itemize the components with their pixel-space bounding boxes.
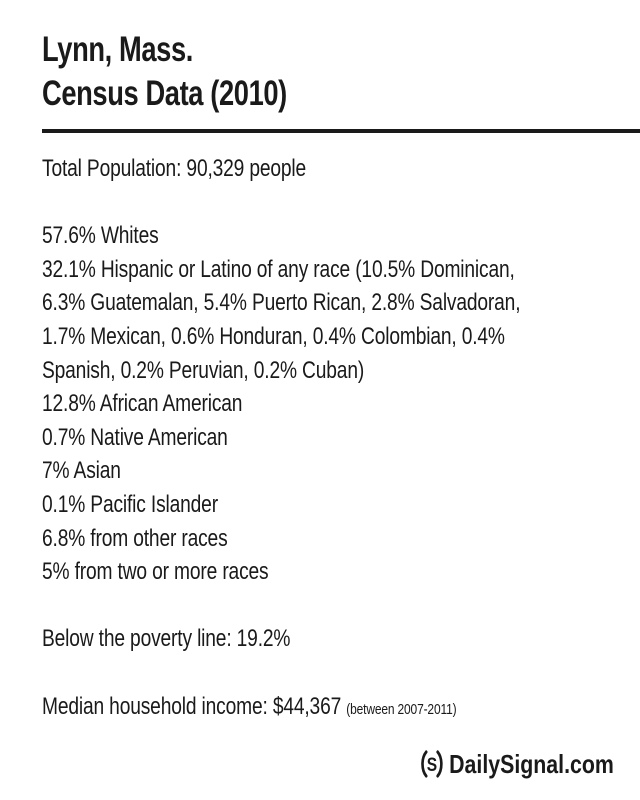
demographic-line: Spanish, 0.2% Peruvian, 0.2% Cuban) <box>42 356 365 384</box>
demographic-line: 12.8% African American <box>42 390 243 418</box>
logo-text: DailySignal.com <box>449 748 614 779</box>
demographic-line: 1.7% Mexican, 0.6% Honduran, 0.4% Colombian, 0.4% <box>42 322 505 350</box>
median-income-value: Median household income: $44,367 <box>42 692 342 720</box>
dollar-s-in-parentheses-icon <box>420 749 445 779</box>
total-population: Total Population: 90,329 people <box>42 155 307 182</box>
page-title <box>42 28 287 116</box>
spacer <box>42 186 520 220</box>
demographic-line: 0.1% Pacific Islander <box>42 490 218 518</box>
title-line-1: Lynn, Mass. <box>42 30 193 69</box>
demographic-line: 57.6% Whites <box>42 222 159 250</box>
census-body <box>42 152 520 723</box>
demographic-line: 7% Asian <box>42 457 121 485</box>
title-divider <box>42 129 640 133</box>
daily-signal-logo <box>420 748 614 780</box>
demographic-line: 6.8% from other races <box>42 524 228 552</box>
title-line-2: Census Data (2010) <box>42 74 287 113</box>
demographic-line: 5% from two or more races <box>42 558 269 586</box>
spacer <box>42 589 520 623</box>
poverty-line: Below the poverty line: 19.2% <box>42 625 291 653</box>
demographic-line: 6.3% Guatemalan, 5.4% Puerto Rican, 2.8% Salvadoran, <box>42 289 521 317</box>
median-income <box>42 690 520 724</box>
demographic-line: 32.1% Hispanic or Latino of any race (10.5% Dominican, <box>42 255 515 283</box>
svg-text:S: S <box>426 753 438 776</box>
demographic-line: 0.7% Native American <box>42 423 228 451</box>
spacer <box>42 656 520 690</box>
median-income-note: (between 2007-2011) <box>346 700 457 718</box>
